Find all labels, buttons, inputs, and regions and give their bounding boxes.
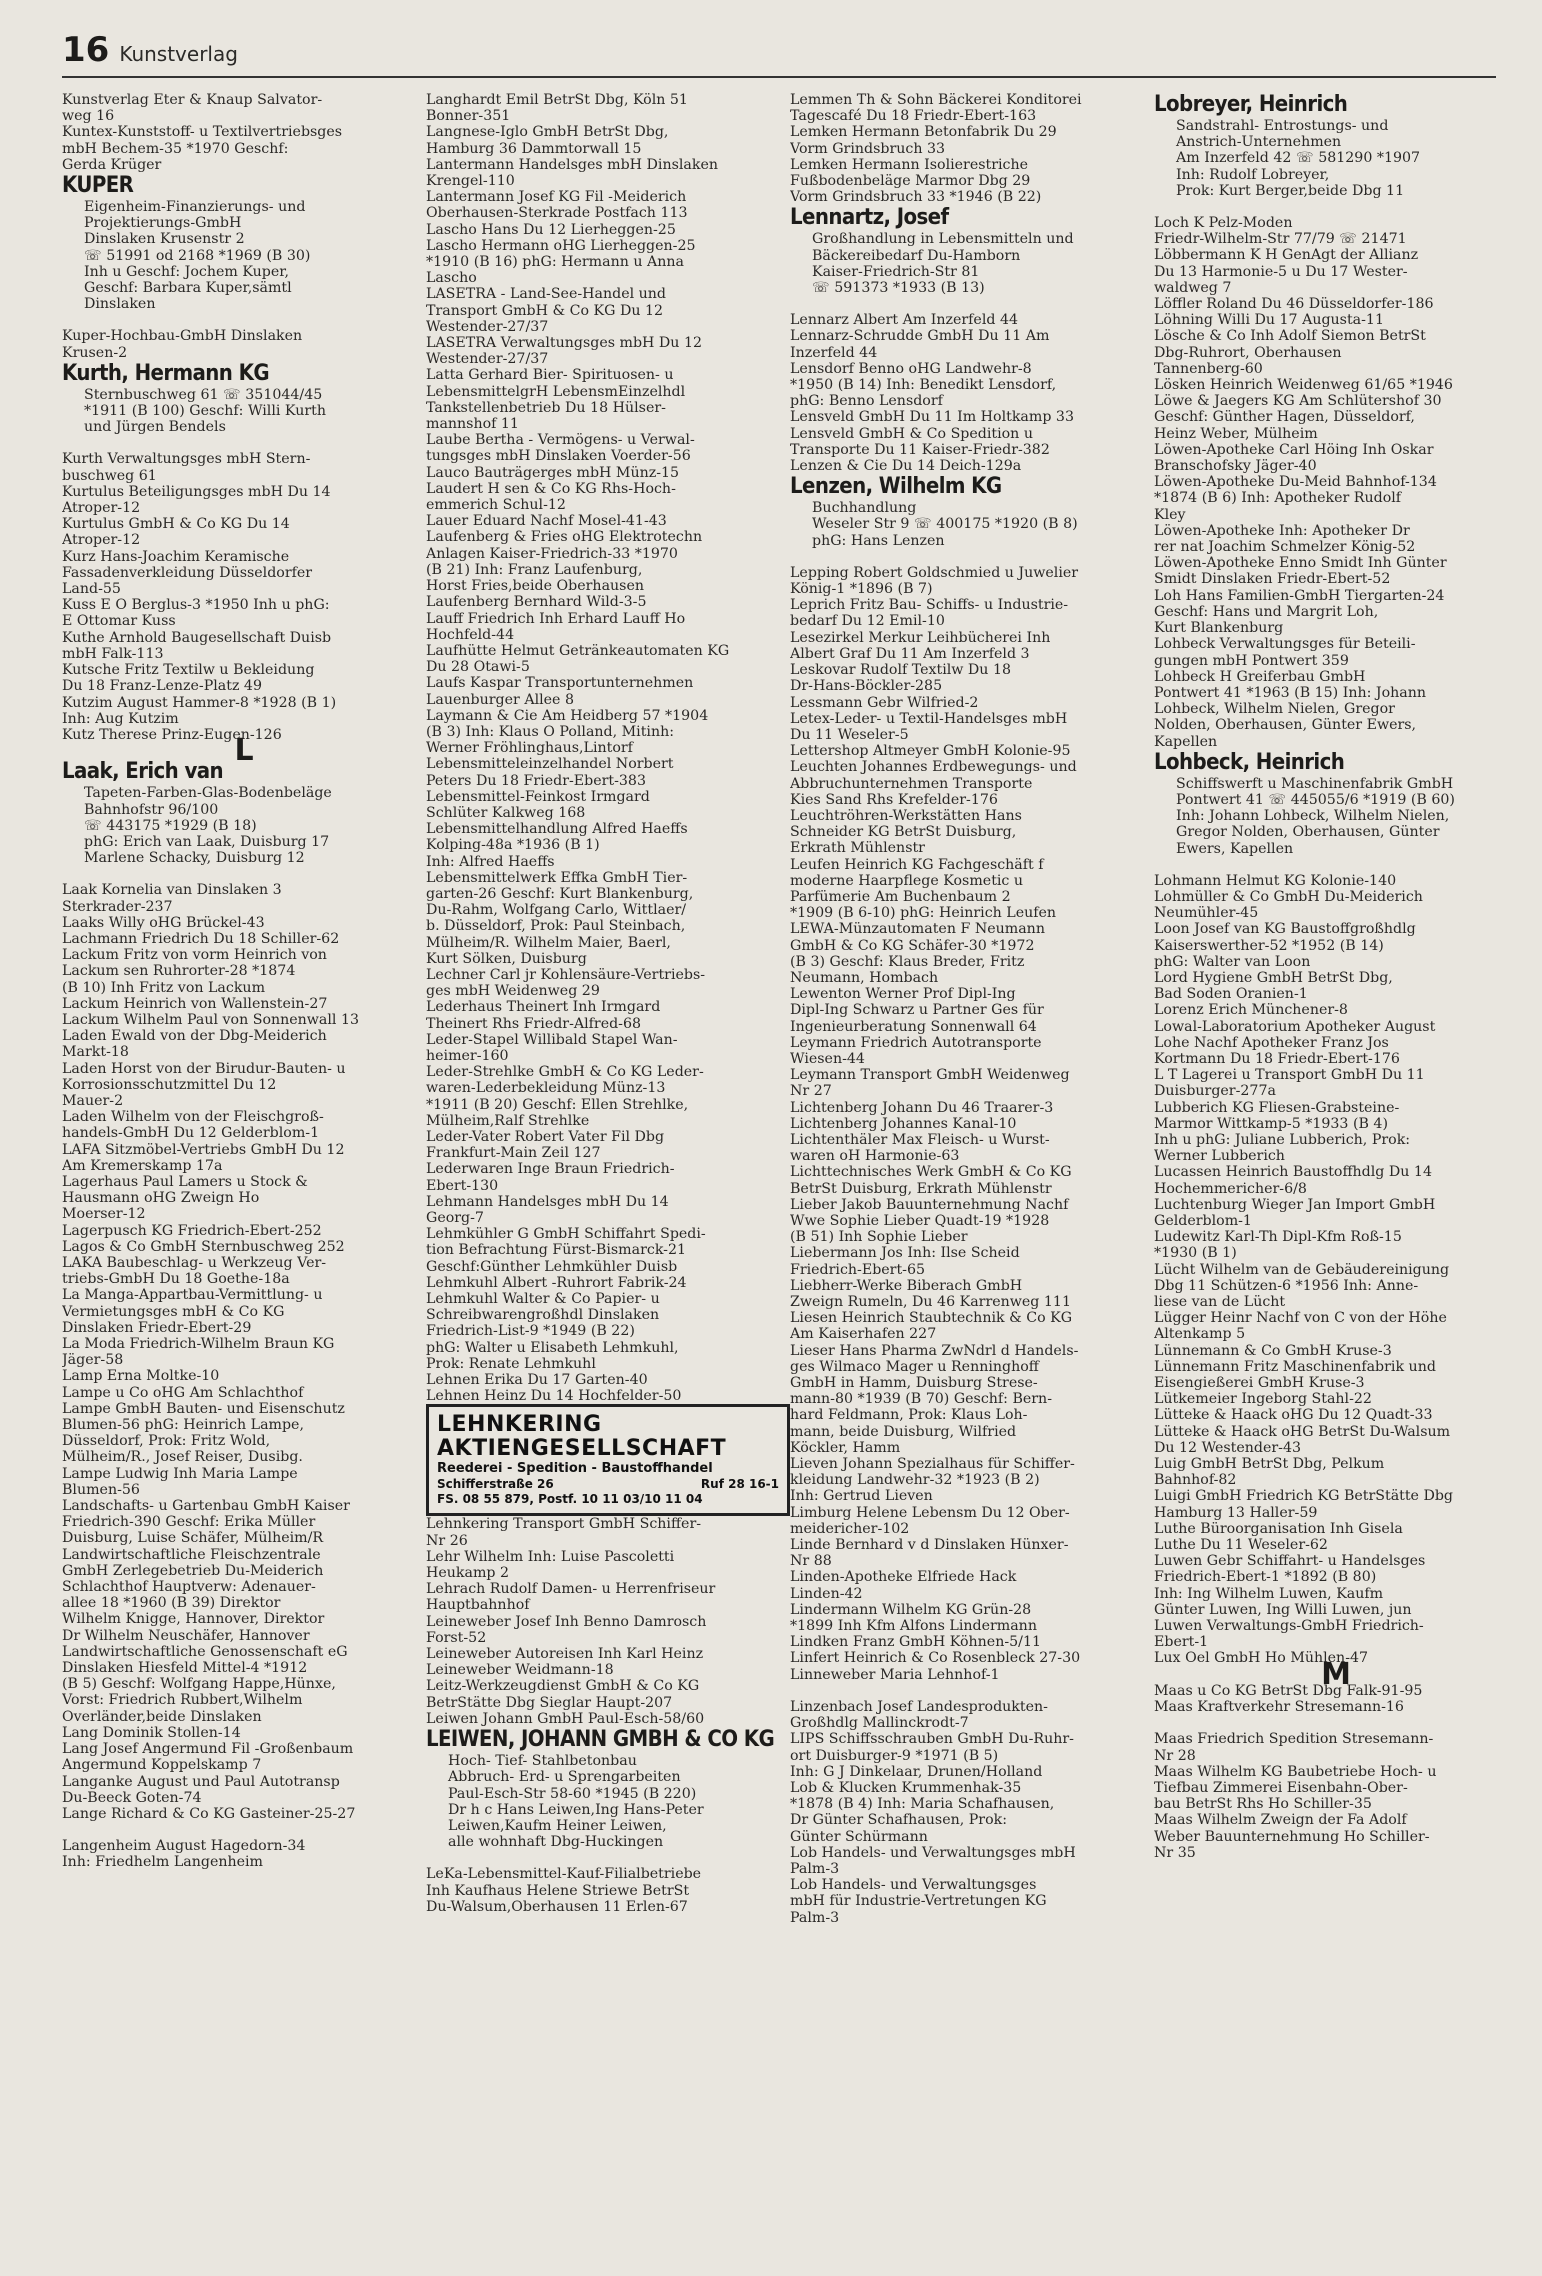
directory-entry: Liebermann Jos Inh: Ilse Scheid Friedrich-Ebert-65 — [790, 1245, 1020, 1278]
directory-entry: LAFA Sitzmöbel-Vertriebs GmbH Du 12 Am Kremerskamp 17a — [62, 1141, 345, 1174]
directory-entry: Luthe Büroorganisation Inh Gisela Luthe Du 11 Weseler-62 — [1154, 1520, 1403, 1554]
directory-entry: Löwe & Jaegers KG Am Schlütershof 30 Geschf: Günther Hagen, Düsseldorf, Heinz Weber, Mülheim — [1154, 393, 1442, 442]
directory-entry: Lünnemann Fritz Maschinenfabrik und Eisengießerei GmbH Kruse-3 — [1154, 1358, 1436, 1392]
directory-entry: Luwen Gebr Schiffahrt- u Handelsges Friedrich-Ebert-1 *1892 (B 80) Inh: Ing Wilhelm Luwen, Kaufm Günter Luwen, Ing Willi Luwen, jun — [1154, 1553, 1426, 1618]
company-heading: Laak, Erich van — [62, 759, 224, 785]
directory-entry: Lemmen Th & Sohn Bäckerei Konditorei Tagescafé Du 18 Friedr-Ebert-163 — [790, 92, 1082, 125]
directory-entry: Laden Wilhelm von der Fleischgroß- handels-GmbH Du 12 Gelderblom-1 — [62, 1109, 324, 1142]
directory-entry: Laak Kornelia van Dinslaken 3 Sterkrader-237 — [62, 882, 282, 915]
directory-entry: Laden Ewald von der Dbg-Meiderich Markt-18 — [62, 1028, 327, 1061]
page-header — [62, 30, 1496, 78]
directory-entry: Lennarz Albert Am Inzerfeld 44 — [790, 312, 1019, 329]
directory-entry: Lennarz-Schrudde GmbH Du 11 Am Inzerfeld 44 — [790, 328, 1050, 361]
directory-entry: Kurz Hans-Joachim Keramische Fassadenverkleidung Düsseldorfer Land-55 — [62, 548, 313, 598]
directory-entry: Leskovar Rudolf Textilw Du 18 Dr-Hans-Böckler-285 — [790, 662, 1012, 695]
directory-entry: Lob Handels- und Verwaltungsges mbH für Industrie-Vertretungen KG Palm-3 — [790, 1877, 1047, 1926]
directory-entry: Kurtulus GmbH & Co KG Du 14 Atroper-12 — [62, 516, 290, 549]
directory-entry: Lindken Franz GmbH Köhnen-5/11 — [790, 1634, 1041, 1651]
directory-entry: Landschafts- u Gartenbau GmbH Kaiser Friedrich-390 Geschf: Erika Müller Duisburg, Luise Schäfer, Mülheim/R — [62, 1498, 350, 1547]
directory-entry: Lauer Eduard Nachf Mosel-41-43 — [426, 513, 667, 530]
directory-entry: Linneweber Maria Lehnhof-1 — [790, 1666, 1000, 1683]
directory-entry: Kuntex-Kunststoff- u Textilvertriebsges mbH Bechem-35 *1970 Geschf: Gerda Krüger — [62, 124, 343, 173]
directory-entry: Lantermann Josef KG Fil -Meiderich Oberhausen-Sterkrade Postfach 113 — [426, 189, 688, 222]
directory-entry: Löwen-Apotheke Enno Smidt Inh Günter Smidt Dinslaken Friedr-Ebert-52 — [1154, 555, 1447, 588]
directory-entry: Lampe u Co oHG Am Schlachthof — [62, 1384, 304, 1401]
spacer — [790, 1683, 1154, 1699]
spacer — [426, 1850, 790, 1866]
directory-entry: Linde Bernhard v d Dinslaken Hünxer- Nr 88 — [790, 1537, 1069, 1570]
directory-entry: Lücht Wilhelm van de Gebäudereinigung Dbg 11 Schützen-6 *1956 Inh: Anne- liese van de Lücht — [1154, 1261, 1450, 1311]
directory-entry: Lütteke & Haack oHG Du 12 Quadt-33 — [1154, 1407, 1433, 1424]
directory-entry: Leineweber Autoreisen Inh Karl Heinz Leineweber Weidmann-18 — [426, 1646, 704, 1679]
directory-entry: Lütkemeier Ingeborg Stahl-22 — [1154, 1391, 1372, 1408]
directory-entry: Lemken Hermann Isolierestriche Fußbodenbeläge Marmor Dbg 29 Vorm Grindsbruch 33 *1946 (B 22) — [790, 156, 1042, 206]
directory-entry: Leufen Heinrich KG Fachgeschäft f moderne Haarpflege Kosmetic u Parfümerie Am Buchenbaum 2 *1909 (B 6-10) phG: Heinrich Leufen — [790, 856, 1057, 922]
directory-entry: Kutzim August Hammer-8 *1928 (B 1) Inh: Aug Kutzim — [62, 694, 337, 727]
company-details: Hoch- Tief- Stahlbetonbau Abbruch- Erd- u Sprengarbeiten Paul-Esch-Str 58-60 *1945 (B 220) Dr h c Hans Leiwen,Ing Hans-Peter Leiwen,Kaufm Heiner Leiwen, alle wohnhaft Dbg-Huckingen — [448, 1753, 704, 1851]
directory-entry: Leprich Fritz Bau- Schiffs- u Industrie- bedarf Du 12 Emil-10 — [790, 597, 1069, 630]
directory-entry: Lütteke & Haack oHG BetrSt Du-Walsum Du 12 Westender-43 — [1154, 1423, 1451, 1456]
directory-entry: Maas Kraftverkehr Stresemann-16 — [1154, 1699, 1404, 1716]
directory-entry: Leder-Strehlke GmbH & Co KG Leder- waren-Lederbekleidung Münz-13 *1911 (B 20) Geschf: Ellen Strehlke, Mülheim,Ralf Strehlke — [426, 1064, 704, 1129]
company-details: Buchhandlung Weseler Str 9 ☏ 400175 *1920 (B 8) phG: Hans Lenzen — [812, 500, 1078, 549]
directory-entry: La Manga-Appartbau-Vermittlung- u Vermietungsges mbH & Co KG Dinslaken Friedr-Ebert-29 — [62, 1287, 323, 1336]
company-details: Tapeten-Farben-Glas-Bodenbeläge Bahnhofstr 96/100 ☏ 443175 *1929 (B 18) phG: Erich van Laak, Duisburg 17 Marlene Schacky, Duisburg 12 — [84, 785, 332, 867]
directory-entry: Lensveld GmbH Du 11 Im Holtkamp 33 — [790, 409, 1074, 426]
advertisement-services: Reederei - Spedition - Baustoffhandel — [437, 1461, 713, 1477]
directory-entry: Lang Josef Angermund Fil -Großenbaum Angermund Koppelskamp 7 — [62, 1741, 354, 1774]
directory-entry: Lewenton Werner Prof Dipl-Ing Dipl-Ing Schwarz u Partner Ges für Ingenieurberatung Sonnenwall 64 — [790, 986, 1044, 1035]
company-heading: KUPER — [62, 173, 134, 199]
directory-entry: Leuchtröhren-Werkstätten Hans Schneider KG BetrSt Duisburg, Erkrath Mühlenstr — [790, 807, 1022, 857]
section-title: Kunstverlag — [119, 42, 238, 66]
directory-entry: Lettershop Altmeyer GmbH Kolonie-95 — [790, 743, 1071, 760]
directory-entry: Linden-Apotheke Elfriede Hack Linden-42 — [790, 1569, 1017, 1602]
directory-entry: Lackum Fritz von vorm Heinrich von Lackum sen Ruhrorter-28 *1874 (B 10) Inh Fritz von Lackum — [62, 947, 327, 996]
directory-entry: Maas Wilhelm Zweign der Fa Adolf Weber Bauunternehmung Ho Schiller- Nr 35 — [1154, 1812, 1430, 1861]
directory-entry: Langnese-Iglo GmbH BetrSt Dbg, Hamburg 36 Dammtorwall 15 — [426, 124, 669, 157]
directory-entry: L T Lagerei u Transport GmbH Du 11 Duisburger-277a — [1154, 1067, 1425, 1100]
directory-entry: Lob Handels- und Verwaltungsges mbH Palm-3 — [790, 1844, 1076, 1877]
directory-entry: Maas u Co KG BetrSt Dbg Falk-91-95 — [1154, 1682, 1423, 1699]
column-3 — [790, 92, 1154, 2256]
directory-entry: Lascho Hans Du 12 Lierheggen-25 — [426, 221, 676, 238]
directory-entry: LeKa-Lebensmittel-Kauf-Filialbetriebe Inh Kaufhaus Helene Striewe BetrSt Du-Walsum,Oberhausen 11 Erlen-67 — [426, 1866, 702, 1915]
advertisement-address: Schifferstraße 26 — [437, 1477, 554, 1492]
directory-entry: Lindermann Wilhelm KG Grün-28 *1899 Inh Kfm Alfons Lindermann — [790, 1601, 1037, 1635]
directory-entry: Löwen-Apotheke Carl Höing Inh Oskar Branschofsky Jäger-40 — [1154, 441, 1434, 475]
directory-entry: Lantermann Handelsges mbH Dinslaken Krengel-110 — [426, 156, 719, 190]
directory-entry: Lux Oel GmbH Ho Mühlen-47 — [1154, 1650, 1369, 1667]
directory-entry: Lohmann Helmut KG Kolonie-140 — [1154, 872, 1397, 889]
directory-entry: Leuchten Johannes Erdbewegungs- und Abbruchunternehmen Transporte Kies Sand Rhs Krefelder-176 — [790, 759, 1077, 808]
directory-entry: Lessmann Gebr Wilfried-2 — [790, 694, 979, 711]
company-details: Sandstrahl- Entrostungs- und Anstrich-Unternehmen Am Inzerfeld 42 ☏ 581290 *1907 Inh: Rudolf Lobreyer, Prok: Kurt Berger,beide Dbg 11 — [1176, 118, 1421, 199]
directory-entry: Lehmkühler G GmbH Schiffahrt Spedi- tion Befrachtung Fürst-Bismarck-21 Geschf:Günther Lehmkühler Duisb — [426, 1226, 706, 1275]
directory-entry: Lucassen Heinrich Baustoffhdlg Du 14 Hochemmericher-6/8 — [1154, 1164, 1432, 1197]
letter-heading: M — [1321, 1656, 1351, 1692]
spacer — [62, 866, 426, 882]
directory-entry: La Moda Friedrich-Wilhelm Braun KG Jäger-58 — [62, 1336, 335, 1369]
directory-entry: LEWA-Münzautomaten F Neumann GmbH & Co KG Schäfer-30 *1972 (B 3) Geschf: Klaus Breder, Fritz Neumann, Hombach — [790, 921, 1045, 986]
advertisement-telex: FS. 08 55 879, Postf. 10 11 03/10 11 04 — [437, 1492, 703, 1507]
directory-entry: Luigi GmbH Friedrich KG BetrStätte Dbg Hamburg 13 Haller-59 — [1154, 1488, 1454, 1521]
directory-entry: Lehmkuhl Albert -Ruhrort Fabrik-24 — [426, 1274, 687, 1291]
directory-entry: Lorenz Erich Münchener-8 — [1154, 1002, 1348, 1019]
directory-entry: LIPS Schiffsschrauben GmbH Du-Ruhr- ort Duisburger-9 *1971 (B 5) Inh: G J Dinkelaar, Drunen/Holland — [790, 1731, 1074, 1780]
directory-entry: Lackum Wilhelm Paul von Sonnenwall 13 — [62, 1011, 360, 1028]
directory-entry: Lepping Robert Goldschmied u Juwelier König-1 *1896 (B 7) — [790, 564, 1079, 598]
directory-entry: Lebensmittelhandlung Alfred Haeffs Kolping-48a *1936 (B 1) Inh: Alfred Haeffs — [426, 821, 688, 870]
directory-entry: Lampe GmbH Bauten- und Eisenschutz Blumen-56 phG: Heinrich Lampe, Düsseldorf, Prok: Fritz Wold, Mülheim/R., Josef Reiser, Dusibg. — [62, 1400, 345, 1466]
directory-entry: Lamp Erna Moltke-10 — [62, 1368, 220, 1385]
directory-entry: Laufenberg & Fries oHG Elektrotechn Anlagen Kaiser-Friedrich-33 *1970 (B 21) Inh: Franz Laufenburg, Horst Fries,beide Oberhausen — [426, 529, 703, 595]
directory-entry: Lebensmitteleinzelhandel Norbert Peters Du 18 Friedr-Ebert-383 — [426, 756, 674, 789]
advertisement-box — [426, 1404, 790, 1516]
directory-entry: Lichtenthäler Max Fleisch- u Wurst- waren oH Harmonie-63 — [790, 1131, 1050, 1165]
directory-entry: Lehrach Rudolf Damen- u Herrenfriseur Hauptbahnhof — [426, 1581, 716, 1614]
directory-entry: Laden Horst von der Birudur-Bauten- u Korrosionsschutzmittel Du 12 Mauer-2 — [62, 1060, 346, 1109]
directory-entry: LAKA Baubeschlag- u Werkzeug Ver- triebs-GmbH Du 18 Goethe-18a — [62, 1255, 327, 1288]
directory-entry: Lang Dominik Stollen-14 — [62, 1724, 241, 1741]
directory-entry: Lensveld GmbH & Co Spedition u Transporte Du 11 Kaiser-Friedr-382 — [790, 425, 1050, 458]
company-details: Großhandlung in Lebensmitteln und Bäckereibedarf Du-Hamborn Kaiser-Friedrich-Str 81 ☏ 591373 *1933 (B 13) — [812, 231, 1074, 297]
directory-entry: Langhardt Emil BetrSt Dbg, Köln 51 Bonner-351 — [426, 92, 688, 125]
directory-entry: Lachmann Friedrich Du 18 Schiller-62 — [62, 930, 340, 947]
directory-entry: Lenzen & Cie Du 14 Deich-129a — [790, 458, 1022, 475]
directory-entry: Löbbermann K H GenAgt der Allianz Du 13 Harmonie-5 u Du 17 Wester- waldweg 7 — [1154, 247, 1419, 296]
spacer — [62, 1822, 426, 1838]
directory-entry: Landwirtschaftliche Genossenschaft eG Dinslaken Hiesfeld Mittel-4 *1912 (B 5) Geschf: Wolfgang Happe,Hünxe, Vorst: Friedrich Rubbert,Wilhelm Overländer,beide Dinslaken — [62, 1643, 348, 1725]
company-heading: Lobreyer, Heinrich — [1154, 92, 1348, 117]
directory-entry: Laaks Willy oHG Brückel-43 — [62, 914, 265, 931]
directory-entry: Lemken Hermann Betonfabrik Du 29 Vorm Grindsbruch 33 — [790, 124, 1057, 157]
directory-entry: Lederhaus Theinert Inh Irmgard Theinert Rhs Friedr-Alfred-68 — [426, 999, 661, 1032]
spacer — [62, 435, 426, 451]
directory-entry: Kunstverlag Eter & Knaup Salvator- weg 16 — [62, 92, 323, 125]
directory-entry: Lagos & Co GmbH Sternbuschweg 252 — [62, 1238, 345, 1255]
directory-entry: Kuss E O Berglus-3 *1950 Inh u phG: E Ottomar Kuss — [62, 597, 330, 630]
directory-entry: Lederwaren Inge Braun Friedrich- Ebert-130 — [426, 1161, 675, 1194]
directory-entry: Kuper-Hochbau-GmbH Dinslaken Krusen-2 — [62, 328, 303, 361]
company-heading: Lenzen, Wilhelm KG — [790, 474, 1002, 500]
directory-entry: Lebensmittel-Feinkost Irmgard Schlüter Kalkweg 168 — [426, 788, 650, 821]
directory-entry: Maas Wilhelm KG Baubetriebe Hoch- u Tiefbau Zimmerei Eisenbahn-Ober- bau BetrSt Rhs Ho Schiller-35 — [1154, 1763, 1437, 1813]
company-details: Schiffswerft u Maschinenfabrik GmbH Pontwert 41 ☏ 445055/6 *1919 (B 60) Inh: Johann Lohbeck, Wilhelm Nielen, Gregor Nolden, Oberhausen, Günter Ewers, Kapellen — [1176, 775, 1455, 857]
page-number: 16 — [62, 30, 110, 70]
directory-entry: Laufenberg Bernhard Wild-3-5 — [426, 594, 647, 611]
directory-entry: Laufhütte Helmut Getränkeautomaten KG Du 28 Otawi-5 — [426, 642, 730, 676]
directory-entry: Luchtenburg Wieger Jan Import GmbH Gelderblom-1 — [1154, 1196, 1436, 1229]
directory-entry: Linzenbach Josef Landesprodukten- Großhdlg Mallinckrodt-7 — [790, 1698, 1048, 1732]
directory-entry: Lohmüller & Co GmbH Du-Meiderich Neumühler-45 — [1154, 888, 1423, 922]
directory-entry: Lesezirkel Merkur Leihbücherei Inh Albert Graf Du 11 Am Inzerfeld 3 — [790, 629, 1051, 662]
directory-entry: Lehnen Heinz Du 14 Hochfelder-50 — [426, 1388, 682, 1405]
directory-entry: Löffler Roland Du 46 Düsseldorfer-186 — [1154, 296, 1434, 313]
directory-entry: Maas Friedrich Spedition Stresemann- Nr 28 — [1154, 1731, 1434, 1764]
directory-entry: Lichtenberg Johannes Kanal-10 — [790, 1115, 1017, 1132]
company-heading: LEIWEN, JOHANN GMBH & CO KG — [426, 1727, 775, 1753]
directory-entry: Leitz-Werkzeugdienst GmbH & Co KG BetrStätte Dbg Sieglar Haupt-207 — [426, 1678, 700, 1711]
directory-entry: Lord Hygiene GmbH BetrSt Dbg, Bad Soden Oranien-1 — [1154, 969, 1393, 1003]
spacer — [1154, 199, 1518, 215]
directory-entry: Lange Richard & Co KG Gasteiner-25-27 — [62, 1805, 356, 1822]
advertisement-title: LEHNKERING AKTIENGESELLSCHAFT — [437, 1412, 727, 1462]
company-details: Sternbuschweg 61 ☏ 351044/45 *1911 (B 100) Geschf: Willi Kurth und Jürgen Bendels — [84, 386, 326, 436]
directory-entry: Lichtenberg Johann Du 46 Traarer-3 — [790, 1099, 1054, 1116]
directory-entry: Lauco Bauträgerges mbH Münz-15 — [426, 464, 680, 481]
company-heading: Kurth, Hermann KG — [62, 360, 269, 386]
directory-entry: Lieven Johann Spezialhaus für Schiffer- kleidung Landwehr-32 *1923 (B 2) Inh: Gertrud Lieven — [790, 1456, 1075, 1505]
directory-entry: Löwen-Apotheke Inh: Apotheker Dr rer nat Joachim Schmelzer König-52 — [1154, 522, 1416, 556]
directory-entry: Loon Josef van KG Baustoffgroßhdlg Kaiserswerther-52 *1952 (B 14) phG: Walter van Loon — [1154, 921, 1416, 970]
directory-entry: Leder-Vater Robert Vater Fil Dbg Frankfurt-Main Zeil 127 — [426, 1129, 665, 1162]
advertisement-phone: Ruf 28 16-1 — [700, 1477, 779, 1492]
directory-entry: Lob & Klucken Krummenhak-35 *1878 (B 4) Inh: Maria Schafhausen, Dr Günter Schafhausen, Prok: Günter Schürmann — [790, 1779, 1055, 1845]
directory-entry: Limburg Helene Lebensm Du 12 Ober- meidericher-102 — [790, 1504, 1070, 1537]
directory-entry: Lehr Wilhelm Inh: Luise Pascoletti Heukamp 2 — [426, 1548, 675, 1582]
spacer — [790, 296, 1154, 312]
directory-entry: Kutsche Fritz Textilw u Bekleidung Du 18 Franz-Lenze-Platz 49 — [62, 662, 315, 695]
advertisement-address-row — [437, 1477, 779, 1492]
directory-entry: Leymann Friedrich Autotransporte Wiesen-44 — [790, 1034, 1042, 1067]
directory-entry: Landwirtschaftliche Fleischzentrale GmbH Zerlegebetrieb Du-Meiderich Schlachthof Hauptverw: Adenauer- allee 18 *1960 (B 39) Direktor Wilhelm Knigge, Hannover, Direktor Dr Wilhelm Neuschäfer, Hannover — [62, 1546, 325, 1644]
directory-entry: Lagerhaus Paul Lamers u Stock & Hausmann oHG Zweign Ho Moerser-12 — [62, 1173, 308, 1223]
directory-entry: Lehmkuhl Walter & Co Papier- u Schreibwarengroßhdl Dinslaken Friedrich-List-9 *1949 (B 22) phG: Walter u Elisabeth Lehmkuhl, Prok: Renate Lehmkuhl — [426, 1291, 679, 1372]
spacer — [1154, 1715, 1518, 1731]
directory-entry: Lohbeck H Greiferbau GmbH Pontwert 41 *1963 (B 15) Inh: Johann Lohbeck, Wilhelm Nielen, Gregor Nolden, Oberhausen, Günter Ewers, Kapellen — [1154, 668, 1426, 750]
column-2 — [426, 92, 790, 2256]
directory-entry: LASETRA Verwaltungsges mbH Du 12 Westender-27/37 — [426, 335, 703, 368]
directory-entry: Lieber Jakob Bauunternehmung Nachf Wwe Sophie Lieber Quadt-19 *1928 (B 51) Inh Sophie Lieber — [790, 1196, 1069, 1246]
directory-entry: Lügger Heinr Nachf von C von der Höhe Altenkamp 5 — [1154, 1310, 1447, 1343]
directory-entry: Lensdorf Benno oHG Landwehr-8 *1950 (B 14) Inh: Benedikt Lensdorf, phG: Benno Lensdorf — [790, 360, 1057, 410]
directory-entry: Luwen Verwaltungs-GmbH Friedrich- Ebert-1 — [1154, 1618, 1424, 1651]
directory-entry: Liesen Heinrich Staubtechnik & Co KG Am Kaiserhafen 227 — [790, 1310, 1073, 1343]
column-4 — [1154, 92, 1518, 2256]
directory-entry: Leymann Transport GmbH Weidenweg Nr 27 — [790, 1067, 1070, 1100]
directory-entry: Loh Hans Familien-GmbH Tiergarten-24 Geschf: Hans und Margrit Loh, Kurt Blankenburg — [1154, 587, 1445, 637]
directory-entry: Kurtulus Beteiligungsges mbH Du 14 Atroper-12 — [62, 483, 331, 517]
company-heading: Lohbeck, Heinrich — [1154, 749, 1345, 775]
directory-entry: Loch K Pelz-Moden Friedr-Wilhelm-Str 77/79 ☏ 21471 — [1154, 215, 1407, 248]
directory-entry: Lechner Carl jr Kohlensäure-Vertriebs- ges mbH Weidenweg 29 — [426, 966, 706, 1000]
directory-entry: Luig GmbH BetrSt Dbg, Pelkum Bahnhof-82 — [1154, 1456, 1385, 1489]
directory-entry: Laufs Kaspar Transportunternehmen Lauenburger Allee 8 — [426, 675, 694, 708]
letter-heading: L — [234, 733, 254, 769]
directory-columns — [62, 92, 1496, 2256]
directory-entry: Lascho Hermann oHG Lierheggen-25 *1910 (B 16) phG: Hermann u Anna Lascho — [426, 237, 696, 287]
directory-entry: Lehnen Erika Du 17 Garten-40 — [426, 1372, 648, 1389]
directory-entry: Lösche & Co Inh Adolf Siemon BetrSt Dbg-Ruhrort, Oberhausen Tannenberg-60 — [1154, 328, 1426, 377]
directory-entry: Liebherr-Werke Biberach GmbH Zweign Rumeln, Du 46 Karrenweg 111 — [790, 1277, 1071, 1311]
directory-entry: LASETRA - Land-See-Handel und Transport GmbH & Co KG Du 12 Westender-27/37 — [426, 286, 666, 335]
directory-entry: Lackum Heinrich von Wallenstein-27 — [62, 995, 328, 1012]
company-details: Eigenheim-Finanzierungs- und Projektierungs-GmbH Dinslaken Krusenstr 2 ☏ 51991 od 2168 *1969 (B 30) Inh u Geschf: Jochem Kuper, Geschf: Barbara Kuper,sämtl Dinslaken — [84, 199, 311, 313]
directory-entry: Kutz Therese Prinz-Eugen-126 — [62, 726, 282, 743]
directory-entry: Laymann & Cie Am Heidberg 57 *1904 (B 3) Inh: Klaus O Polland, Mitinh: Werner Fröhlinghaus,Lintorf — [426, 707, 709, 757]
spacer — [62, 312, 426, 328]
directory-entry: Lieser Hans Pharma ZwNdrl d Handels- ges Wilmaco Mager u Renninghoff GmbH in Hamm, Duisburg Strese- mann-80 *1939 (B 70) Geschf: Bern- hard Feldmann, Prok: Klaus Loh- mann, beide Duisburg, Wilfried Köckler, Hamm — [790, 1342, 1079, 1456]
directory-entry: Letex-Leder- u Textil-Handelsges mbH Du 11 Weseler-5 — [790, 710, 1068, 743]
directory-entry: Lichttechnisches Werk GmbH & Co KG BetrSt Duisburg, Erkrath Mühlenstr — [790, 1164, 1072, 1197]
directory-entry: Laudert H sen & Co KG Rhs-Hoch- emmerich Schul-12 — [426, 480, 676, 514]
directory-entry: Laube Bertha - Vermögens- u Verwal- tungsges mbH Dinslaken Voerder-56 — [426, 432, 695, 465]
directory-entry: Lösken Heinrich Weidenweg 61/65 *1946 — [1154, 377, 1453, 394]
directory-entry: Lowal-Laboratorium Apotheker August Lohe Nachf Apotheker Franz Jos Kortmann Du 18 Friedr-Ebert-176 — [1154, 1018, 1436, 1067]
directory-entry: Leder-Stapel Willibald Stapel Wan- heimer-160 — [426, 1031, 678, 1064]
directory-entry: Löwen-Apotheke Du-Meid Bahnhof-134 *1874 (B 6) Inh: Apotheker Rudolf Kley — [1154, 474, 1437, 523]
directory-entry: Lehmann Handelsges mbH Du 14 Georg-7 — [426, 1193, 669, 1227]
directory-entry: Kurth Verwaltungsges mbH Stern- buschweg 61 — [62, 451, 311, 484]
directory-entry: Löhning Willi Du 17 Augusta-11 — [1154, 312, 1384, 329]
directory-entry: Langenheim August Hagedorn-34 Inh: Friedhelm Langenheim — [62, 1838, 306, 1871]
spacer — [1154, 857, 1518, 873]
spacer — [790, 549, 1154, 565]
directory-entry: Latta Gerhard Bier- Spirituosen- u LebensmittelgrH LebensmEinzelhdl Tankstellenbetrieb Du 18 Hülser- mannshof 11 — [426, 367, 686, 433]
directory-entry: Lünnemann & Co GmbH Kruse-3 — [1154, 1342, 1392, 1359]
directory-entry: Lehnkering Transport GmbH Schiffer- Nr 26 — [426, 1516, 702, 1549]
directory-entry: Linfert Heinrich & Co Rosenbleck 27-30 — [790, 1650, 1081, 1667]
directory-entry: Lebensmittelwerk Effka GmbH Tier- garten-26 Geschf: Kurt Blankenburg, Du-Rahm, Wolfgang Carlo, Wittlaer/ b. Düsseldorf, Prok: Paul Steinbach, Mülheim/R. Wilhelm Maier, Baerl, Kurt Sölken, Duisburg — [426, 869, 694, 967]
directory-entry: Lauff Friedrich Inh Erhard Lauff Ho Hochfeld-44 — [426, 610, 686, 643]
directory-entry: Kuthe Arnhold Baugesellschaft Duisb mbH Falk-113 — [62, 629, 332, 662]
directory-entry: Lohbeck Verwaltungsges für Beteili- gungen mbH Pontwert 359 — [1154, 636, 1416, 669]
directory-entry: Leiwen Johann GmbH Paul-Esch-58/60 — [426, 1710, 705, 1727]
directory-entry: Lubberich KG Fliesen-Grabsteine- Marmor Wittkamp-5 *1933 (B 4) Inh u phG: Juliane Lubberich, Prok: Werner Lubberich — [1154, 1099, 1411, 1165]
company-heading: Lennartz, Josef — [790, 205, 949, 231]
column-1 — [62, 92, 426, 2256]
directory-entry: Leineweber Josef Inh Benno Damrosch Forst-52 — [426, 1613, 707, 1646]
directory-entry: Langanke August und Paul Autotransp Du-Beeck Goten-74 — [62, 1773, 340, 1806]
directory-entry: Ludewitz Karl-Th Dipl-Kfm Roß-15 *1930 (B 1) — [1154, 1229, 1402, 1262]
directory-entry: Lampe Ludwig Inh Maria Lampe Blumen-56 — [62, 1465, 298, 1498]
directory-entry: Lagerpusch KG Friedrich-Ebert-252 — [62, 1222, 322, 1239]
